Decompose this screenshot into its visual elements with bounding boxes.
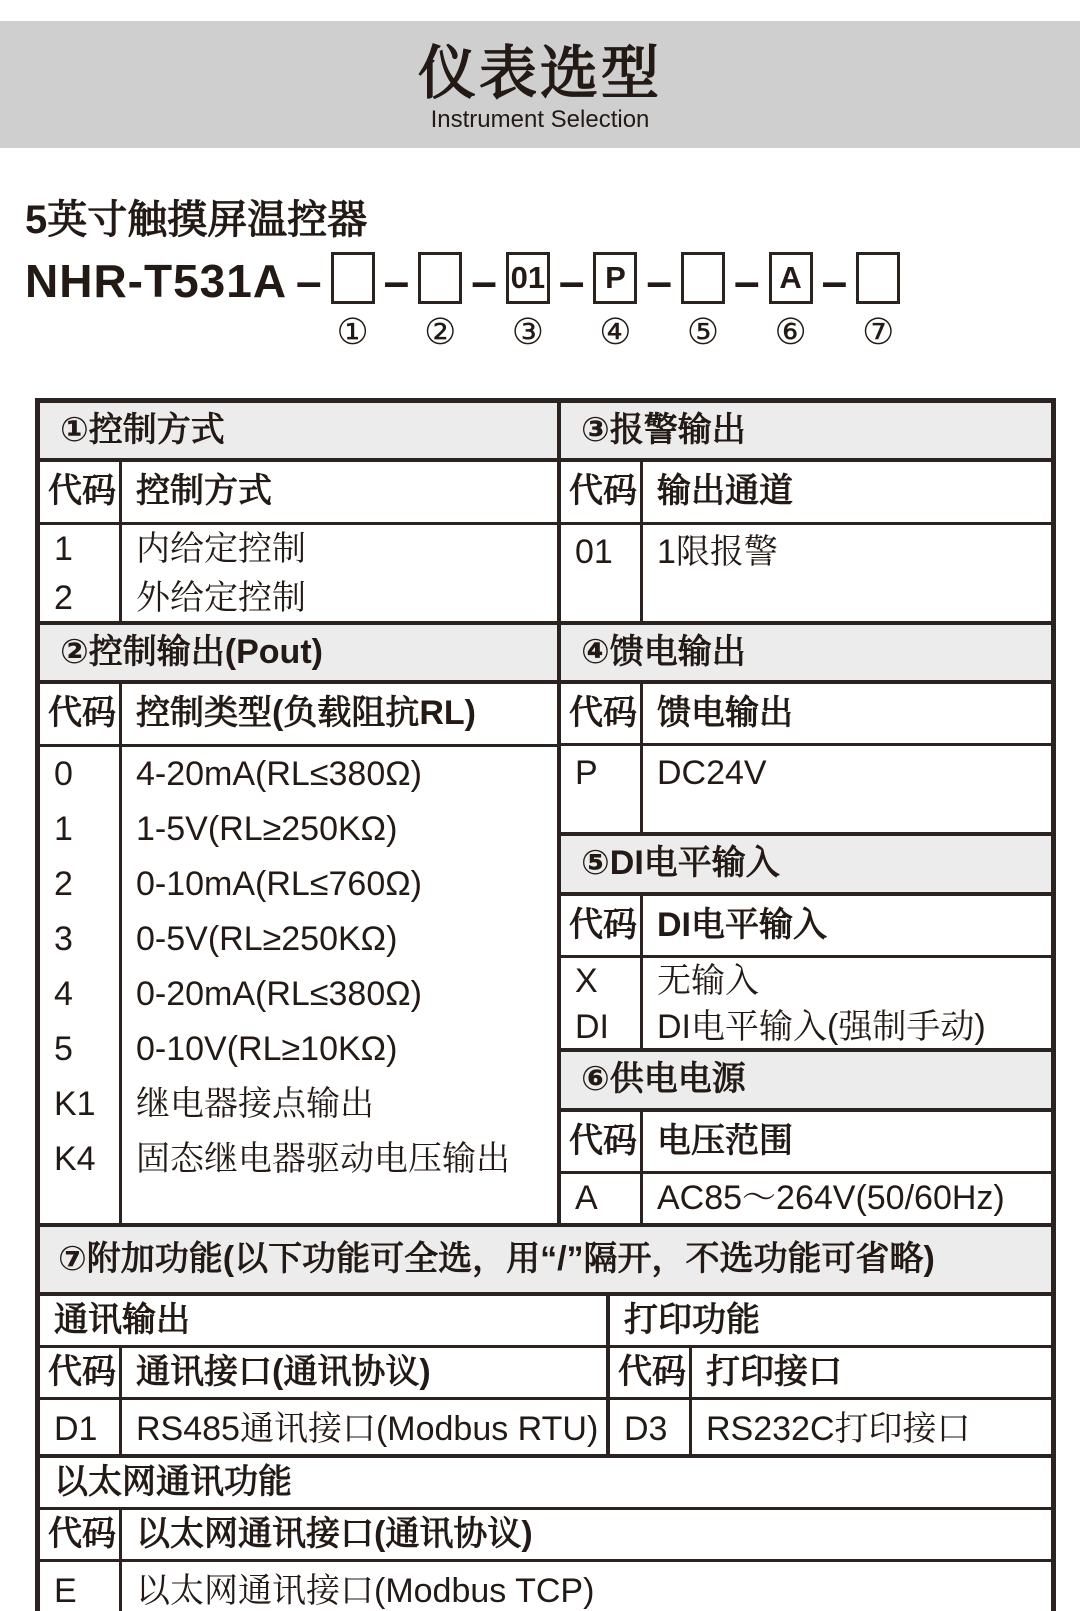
code-column: [561, 746, 643, 832]
code-cell: 1: [54, 809, 73, 848]
desc-column: [122, 525, 557, 623]
column-header-desc: 打印接口: [706, 1352, 842, 1391]
column-header-code: 代码: [40, 1348, 122, 1397]
code-column: [40, 1400, 122, 1455]
section-control-mode-title: ①控制方式: [40, 403, 557, 462]
model-dash: –: [383, 255, 410, 307]
section-comm-output-body: [40, 1400, 606, 1455]
desc-column: [643, 746, 1051, 832]
desc-cell: 继电器接点输出: [136, 1084, 374, 1123]
section-feed-output-headers: [561, 684, 1051, 746]
code-column: [561, 1174, 643, 1223]
code-cell: 01: [575, 532, 613, 571]
column-header-desc: 输出通道: [657, 472, 793, 511]
model-dash: –: [558, 255, 585, 307]
desc-column: [122, 1400, 606, 1455]
code-cell: K4: [54, 1139, 96, 1178]
model-slot-number-3: ③: [511, 311, 544, 352]
code-cell: 5: [54, 1029, 73, 1068]
column-header-desc: 馈电输出: [657, 693, 793, 732]
code-cell: 2: [54, 578, 73, 617]
desc-cell: 内给定控制: [136, 529, 306, 568]
desc-cell: 4-20mA(RL≤380Ω): [136, 754, 422, 793]
desc-cell: 0-5V(RL≥250KΩ): [136, 919, 398, 958]
model-slot-box-5: [681, 252, 725, 304]
model-slot-2: [418, 252, 462, 350]
model-slot-number-4: ④: [599, 311, 632, 352]
model-slot-box-2: [418, 252, 462, 304]
model-slot-1: [331, 252, 375, 350]
desc-column: [643, 1174, 1051, 1223]
desc-column: [643, 958, 1051, 1050]
section-di-input-body: [561, 958, 1051, 1050]
desc-cell: 以太网通讯接口(Modbus TCP): [136, 1572, 595, 1611]
desc-column: [692, 1400, 1051, 1455]
code-column: [610, 1400, 692, 1455]
model-slot-number-7: ⑦: [862, 311, 895, 352]
section-print-function-body: [610, 1400, 1051, 1455]
column-header-desc: DI电平输入: [657, 905, 827, 944]
code-cell: K1: [54, 1084, 96, 1123]
column-header-code: 代码: [561, 1112, 643, 1171]
code-cell: X: [575, 962, 598, 1000]
model-dash: –: [471, 255, 497, 307]
section-additional-functions-title: ⑦附加功能(以下功能可全选，用“/”隔开，不选功能可省略): [40, 1223, 1051, 1296]
product-name: 5英寸触摸屏温控器: [25, 198, 368, 242]
model-slot-box-7: [856, 252, 900, 304]
desc-cell: 固态继电器驱动电压输出: [136, 1139, 510, 1178]
section-alarm-output-title: ③报警输出: [561, 403, 1051, 462]
left-column: [40, 403, 557, 1223]
desc-column: [643, 525, 1051, 621]
section-feed-output-body: [561, 746, 1051, 832]
section-ethernet-title: 以太网通讯功能: [40, 1458, 1051, 1510]
code-column: [40, 1562, 122, 1611]
section-alarm-output-headers: [561, 462, 1051, 524]
page-subtitle: Instrument Selection: [430, 105, 650, 133]
desc-cell: DC24V: [657, 754, 767, 793]
model-prefix: NHR-T531A: [25, 255, 288, 307]
section-di-input: [561, 832, 1051, 1048]
model-slot-box-1: [331, 252, 375, 304]
selection-table-upper: [40, 403, 1051, 1223]
selection-table: [35, 398, 1056, 1611]
code-cell: 0: [54, 754, 73, 793]
section-print-function: [606, 1296, 1051, 1454]
model-slot-number-2: ②: [424, 311, 457, 352]
section-control-mode: [40, 403, 557, 621]
section-print-function-headers: [610, 1348, 1051, 1400]
section-power-supply-body: [561, 1174, 1051, 1223]
model-dash: –: [646, 255, 673, 307]
section-ethernet-body: [40, 1562, 1051, 1611]
page-title: 仪表选型: [417, 41, 662, 106]
column-header-desc: 控制类型(负载阻抗RL): [136, 694, 476, 733]
column-header-desc: 电压范围: [657, 1121, 793, 1160]
desc-cell: 外给定控制: [136, 578, 306, 617]
section-di-input-title: ⑤DI电平输入: [561, 836, 1051, 895]
code-cell: 4: [54, 974, 73, 1013]
model-slot-box-3: 01: [506, 252, 550, 304]
section-control-output-body: [40, 747, 557, 1223]
section-control-mode-headers: [40, 462, 557, 524]
section-ethernet-headers: [40, 1510, 1051, 1562]
column-header-code: 代码: [610, 1348, 692, 1397]
desc-column: [122, 1562, 1051, 1611]
section-comm-output: [40, 1296, 606, 1454]
desc-cell: DI电平输入(强制手动): [657, 1008, 986, 1046]
desc-cell: 1限报警: [657, 532, 778, 571]
column-header-code: 代码: [561, 684, 643, 743]
model-slot-box-6: A: [769, 252, 813, 304]
code-column: [40, 747, 122, 1223]
model-slot-number-5: ⑤: [686, 311, 720, 352]
right-column: [557, 403, 1051, 1223]
code-cell: D3: [624, 1410, 668, 1449]
section-di-input-headers: [561, 896, 1051, 958]
code-cell: 1: [54, 529, 73, 568]
model-dash: –: [734, 255, 760, 307]
desc-cell: 无输入: [657, 962, 759, 1000]
code-column: [561, 958, 643, 1050]
column-header-desc: 控制方式: [136, 472, 272, 511]
section-feed-output: [561, 621, 1051, 833]
desc-cell: 1-5V(RL≥250KΩ): [136, 809, 398, 848]
additional-functions-area: [40, 1296, 1051, 1454]
model-dash: –: [821, 255, 848, 307]
code-cell: DI: [575, 1008, 609, 1046]
section-power-supply-headers: [561, 1112, 1051, 1174]
section-print-function-title: 打印功能: [610, 1296, 1051, 1348]
title-band: [0, 21, 1080, 148]
model-slot-6: [769, 252, 813, 350]
desc-cell: 0-20mA(RL≤380Ω): [136, 974, 422, 1013]
section-power-supply-title: ⑥供电电源: [561, 1052, 1051, 1111]
column-header-code: 代码: [40, 684, 122, 743]
model-dash: –: [296, 255, 322, 307]
model-slot-3: [506, 252, 550, 350]
section-control-output: [40, 621, 557, 1223]
column-header-code: 代码: [561, 462, 643, 521]
desc-cell: RS232C打印接口: [706, 1410, 971, 1449]
section-comm-output-title: 通讯输出: [40, 1296, 606, 1348]
code-cell: A: [575, 1179, 598, 1217]
section-power-supply: [561, 1048, 1051, 1223]
model-slot-box-4: P: [593, 252, 637, 304]
column-header-code: 代码: [561, 896, 643, 955]
column-header-desc: 以太网通讯接口(通讯协议): [136, 1514, 533, 1553]
section-alarm-output-body: [561, 525, 1051, 621]
section-control-mode-body: [40, 525, 557, 623]
column-header-code: 代码: [40, 462, 122, 521]
section-comm-output-headers: [40, 1348, 606, 1400]
section-control-output-headers: [40, 684, 557, 746]
model-slot-number-1: ①: [336, 311, 369, 352]
code-column: [561, 525, 643, 621]
code-cell: P: [575, 754, 598, 793]
model-slot-4: [593, 252, 637, 350]
desc-cell: 0-10V(RL≥10KΩ): [136, 1029, 398, 1068]
model-slot-number-6: ⑥: [774, 311, 807, 352]
desc-column: [122, 747, 557, 1223]
code-cell: 2: [54, 864, 73, 903]
code-column: [40, 525, 122, 623]
section-control-output-title: ②控制输出(Pout): [40, 625, 557, 684]
desc-cell: RS485通讯接口(Modbus RTU): [136, 1410, 599, 1449]
desc-cell: 0-10mA(RL≤760Ω): [136, 864, 422, 903]
model-code-line: [25, 252, 1080, 350]
code-cell: D1: [54, 1410, 98, 1449]
model-slot-5: [681, 252, 725, 350]
section-ethernet: [40, 1454, 1051, 1611]
section-feed-output-title: ④馈电输出: [561, 625, 1051, 684]
section-alarm-output: [561, 403, 1051, 621]
code-cell: 3: [54, 919, 73, 958]
column-header-desc: 通讯接口(通讯协议): [136, 1352, 431, 1391]
model-slot-7: [856, 252, 900, 350]
code-cell: E: [54, 1572, 77, 1611]
desc-cell: AC85～264V(50/60Hz): [657, 1179, 1005, 1217]
column-header-code: 代码: [40, 1510, 122, 1559]
